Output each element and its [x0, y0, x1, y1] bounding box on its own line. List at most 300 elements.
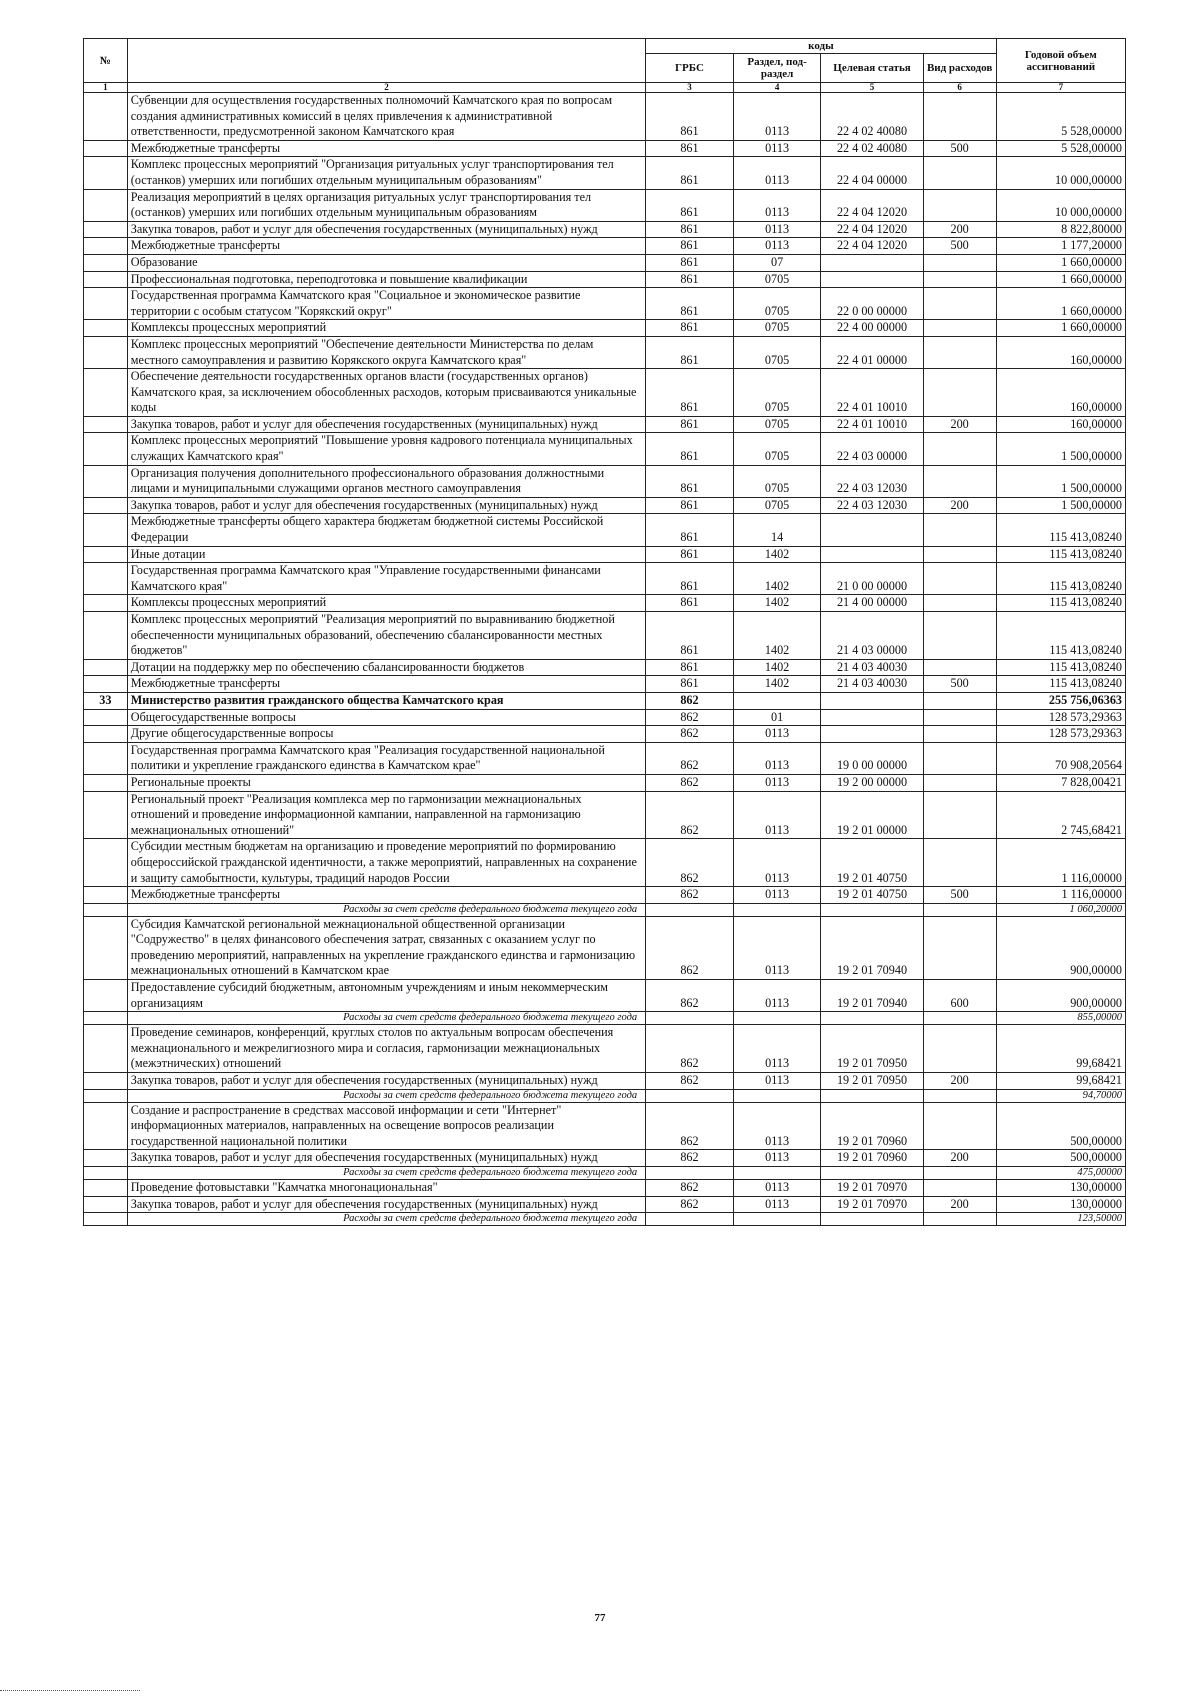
row-name: Расходы за счет средств федерального бюджета текущего года	[127, 1012, 645, 1025]
row-target	[821, 903, 923, 916]
row-section	[733, 1089, 821, 1102]
row-name: Проведение фотовыставки "Камчатка многонациональная"	[127, 1180, 645, 1197]
row-grbs: 861	[646, 433, 734, 465]
row-grbs	[646, 1089, 734, 1102]
row-number	[84, 93, 128, 141]
row-kind	[923, 336, 996, 368]
row-name: Межбюджетные трансферты	[127, 887, 645, 904]
row-section: 0705	[733, 369, 821, 417]
row-section: 1402	[733, 676, 821, 693]
row-grbs	[646, 1213, 734, 1226]
row-target: 22 4 01 10010	[821, 369, 923, 417]
table-row	[84, 980, 1126, 1012]
header-num: №	[84, 39, 128, 83]
row-grbs: 861	[646, 254, 734, 271]
row-target: 22 4 04 12020	[821, 238, 923, 255]
row-number	[84, 320, 128, 337]
row-section: 0113	[733, 774, 821, 791]
row-number	[84, 1089, 128, 1102]
row-number	[84, 1073, 128, 1090]
row-number	[84, 1150, 128, 1167]
row-kind	[923, 320, 996, 337]
row-section: 0113	[733, 140, 821, 157]
table-row	[84, 839, 1126, 887]
row-number	[84, 916, 128, 979]
row-target: 19 2 01 40750	[821, 839, 923, 887]
row-number	[84, 1213, 128, 1226]
row-kind	[923, 916, 996, 979]
table-row	[84, 221, 1126, 238]
row-target: 19 2 01 00000	[821, 791, 923, 839]
column-index-row	[84, 83, 1126, 93]
row-number: 33	[84, 692, 128, 709]
row-grbs: 862	[646, 709, 734, 726]
row-number	[84, 659, 128, 676]
table-row	[84, 433, 1126, 465]
row-sum: 1 660,00000	[996, 320, 1125, 337]
table-row	[84, 288, 1126, 320]
row-grbs: 861	[646, 369, 734, 417]
row-sum: 2 745,68421	[996, 791, 1125, 839]
row-target: 19 2 01 70950	[821, 1025, 923, 1073]
row-kind: 200	[923, 497, 996, 514]
row-sum: 475,00000	[996, 1167, 1125, 1180]
header-target: Целевая статья	[821, 54, 923, 83]
row-target: 19 2 01 70940	[821, 980, 923, 1012]
table-row	[84, 709, 1126, 726]
table-header	[84, 39, 1126, 93]
row-sum: 128 573,29363	[996, 726, 1125, 743]
row-name: Комплексы процессных мероприятий	[127, 320, 645, 337]
row-target: 19 2 01 70940	[821, 916, 923, 979]
row-section: 0113	[733, 93, 821, 141]
table-row	[84, 320, 1126, 337]
row-number	[84, 416, 128, 433]
row-sum: 128 573,29363	[996, 709, 1125, 726]
row-section: 0113	[733, 1025, 821, 1073]
row-kind	[923, 839, 996, 887]
row-name: Комплекс процессных мероприятий "Повышение уровня кадрового потенциала муниципальных служащих Камчатского края"	[127, 433, 645, 465]
row-section: 1402	[733, 659, 821, 676]
row-target: 22 4 04 12020	[821, 221, 923, 238]
table-row	[84, 791, 1126, 839]
row-target	[821, 1089, 923, 1102]
row-target: 19 2 01 70970	[821, 1180, 923, 1197]
row-grbs: 861	[646, 93, 734, 141]
row-section: 0705	[733, 416, 821, 433]
column-index: 5	[821, 83, 923, 93]
row-sum: 255 756,06363	[996, 692, 1125, 709]
row-grbs: 861	[646, 612, 734, 660]
row-kind: 500	[923, 887, 996, 904]
row-section	[733, 1167, 821, 1180]
table-row	[84, 676, 1126, 693]
row-sum: 1 660,00000	[996, 288, 1125, 320]
row-section: 1402	[733, 612, 821, 660]
federal-note-row	[84, 903, 1126, 916]
row-section: 1402	[733, 546, 821, 563]
row-section: 0113	[733, 916, 821, 979]
row-grbs: 861	[646, 416, 734, 433]
table-row	[84, 774, 1126, 791]
row-sum: 160,00000	[996, 336, 1125, 368]
row-grbs: 862	[646, 1180, 734, 1197]
row-number	[84, 980, 128, 1012]
row-grbs: 861	[646, 465, 734, 497]
row-name: Закупка товаров, работ и услуг для обеспечения государственных (муниципальных) нужд	[127, 497, 645, 514]
row-section: 0113	[733, 887, 821, 904]
table-row	[84, 336, 1126, 368]
header-codes: коды	[646, 39, 996, 54]
row-name: Межбюджетные трансферты	[127, 140, 645, 157]
row-number	[84, 1102, 128, 1150]
row-target: 21 4 00 00000	[821, 595, 923, 612]
row-name: Государственная программа Камчатского края "Реализация государственной национальной политики и укрепление гражданского единства в Камчатском крае"	[127, 742, 645, 774]
table-row	[84, 692, 1126, 709]
row-kind	[923, 546, 996, 563]
column-index: 2	[127, 83, 645, 93]
row-target: 19 2 01 70960	[821, 1102, 923, 1150]
row-kind	[923, 1213, 996, 1226]
row-name: Профессиональная подготовка, переподготовка и повышение квалификации	[127, 271, 645, 288]
row-sum: 10 000,00000	[996, 189, 1125, 221]
header-kind: Вид расходов	[923, 54, 996, 83]
row-section: 0113	[733, 221, 821, 238]
row-sum: 115 413,08240	[996, 514, 1125, 546]
row-sum: 160,00000	[996, 369, 1125, 417]
row-name: Закупка товаров, работ и услуг для обеспечения государственных (муниципальных) нужд	[127, 416, 645, 433]
row-number	[84, 1180, 128, 1197]
header-name	[127, 39, 645, 83]
row-sum: 115 413,08240	[996, 612, 1125, 660]
row-target: 21 4 03 40030	[821, 659, 923, 676]
row-target	[821, 692, 923, 709]
row-target: 22 4 02 40080	[821, 93, 923, 141]
column-index: 7	[996, 83, 1125, 93]
row-target	[821, 514, 923, 546]
row-kind	[923, 659, 996, 676]
table-row	[84, 916, 1126, 979]
table-row	[84, 563, 1126, 595]
row-grbs: 861	[646, 676, 734, 693]
row-number	[84, 1167, 128, 1180]
row-name: Предоставление субсидий бюджетным, автономным учреждениям и иным некоммерческим организациям	[127, 980, 645, 1012]
table-row	[84, 726, 1126, 743]
row-name: Комплексы процессных мероприятий	[127, 595, 645, 612]
row-sum: 160,00000	[996, 416, 1125, 433]
row-kind	[923, 612, 996, 660]
table-row	[84, 497, 1126, 514]
row-grbs: 861	[646, 140, 734, 157]
row-name: Межбюджетные трансферты общего характера бюджетам бюджетной системы Российской Федерации	[127, 514, 645, 546]
row-grbs: 862	[646, 791, 734, 839]
row-grbs: 862	[646, 692, 734, 709]
row-kind	[923, 903, 996, 916]
row-grbs: 862	[646, 916, 734, 979]
row-kind	[923, 271, 996, 288]
table-row	[84, 1150, 1126, 1167]
table-row	[84, 1102, 1126, 1150]
row-number	[84, 288, 128, 320]
row-number	[84, 140, 128, 157]
row-sum: 115 413,08240	[996, 546, 1125, 563]
header-grbs: ГРБС	[646, 54, 734, 83]
row-name: Другие общегосударственные вопросы	[127, 726, 645, 743]
row-number	[84, 271, 128, 288]
row-section	[733, 1012, 821, 1025]
row-number	[84, 709, 128, 726]
row-sum: 1 660,00000	[996, 254, 1125, 271]
row-name: Государственная программа Камчатского края "Управление государственными финансами Камчатского края"	[127, 563, 645, 595]
row-target: 19 2 01 40750	[821, 887, 923, 904]
row-target	[821, 1167, 923, 1180]
row-kind: 500	[923, 238, 996, 255]
row-number	[84, 157, 128, 189]
row-sum: 1 116,00000	[996, 887, 1125, 904]
row-target: 19 0 00 00000	[821, 742, 923, 774]
row-kind: 200	[923, 1150, 996, 1167]
row-number	[84, 726, 128, 743]
row-target: 22 0 00 00000	[821, 288, 923, 320]
budget-table	[83, 38, 1126, 1226]
row-section: 0705	[733, 433, 821, 465]
column-index: 1	[84, 83, 128, 93]
row-grbs: 862	[646, 980, 734, 1012]
row-kind	[923, 726, 996, 743]
row-section: 0705	[733, 465, 821, 497]
row-kind: 200	[923, 1196, 996, 1213]
table-row	[84, 514, 1126, 546]
row-grbs: 861	[646, 238, 734, 255]
row-grbs: 861	[646, 497, 734, 514]
row-grbs: 861	[646, 271, 734, 288]
row-number	[84, 514, 128, 546]
header-section: Раздел, под-раздел	[733, 54, 821, 83]
row-kind: 200	[923, 221, 996, 238]
row-grbs: 861	[646, 189, 734, 221]
row-kind	[923, 774, 996, 791]
row-grbs: 861	[646, 595, 734, 612]
row-number	[84, 1196, 128, 1213]
row-kind	[923, 514, 996, 546]
row-section	[733, 903, 821, 916]
row-number	[84, 1012, 128, 1025]
row-grbs: 862	[646, 742, 734, 774]
footer-rule	[0, 1690, 140, 1691]
row-section: 0705	[733, 288, 821, 320]
row-kind: 500	[923, 676, 996, 693]
row-sum: 855,00000	[996, 1012, 1125, 1025]
row-sum: 500,00000	[996, 1102, 1125, 1150]
row-number	[84, 369, 128, 417]
row-kind	[923, 1102, 996, 1150]
row-sum: 1 660,00000	[996, 271, 1125, 288]
row-section: 0113	[733, 1102, 821, 1150]
row-kind	[923, 465, 996, 497]
row-name: Расходы за счет средств федерального бюджета текущего года	[127, 903, 645, 916]
row-sum: 1 500,00000	[996, 433, 1125, 465]
row-target: 22 4 04 12020	[821, 189, 923, 221]
row-target: 19 2 01 70960	[821, 1150, 923, 1167]
row-name: Закупка товаров, работ и услуг для обеспечения государственных (муниципальных) нужд	[127, 221, 645, 238]
table-row	[84, 742, 1126, 774]
row-section: 14	[733, 514, 821, 546]
row-number	[84, 774, 128, 791]
row-sum: 1 060,20000	[996, 903, 1125, 916]
row-section: 1402	[733, 595, 821, 612]
row-name: Проведение семинаров, конференций, круглых столов по актуальным вопросам обеспечения межнационального и межрелигиозного мира и согласия, гармонизации межнациональных (межэтнических) отношений	[127, 1025, 645, 1073]
row-section: 0113	[733, 1196, 821, 1213]
table-row	[84, 157, 1126, 189]
row-grbs	[646, 903, 734, 916]
row-section: 0113	[733, 1150, 821, 1167]
row-kind	[923, 189, 996, 221]
row-target	[821, 546, 923, 563]
row-section: 0113	[733, 726, 821, 743]
table-row	[84, 238, 1126, 255]
row-target	[821, 1213, 923, 1226]
row-name: Расходы за счет средств федерального бюджета текущего года	[127, 1213, 645, 1226]
row-target	[821, 726, 923, 743]
row-sum: 115 413,08240	[996, 659, 1125, 676]
row-sum: 500,00000	[996, 1150, 1125, 1167]
row-section	[733, 692, 821, 709]
row-target: 22 4 03 12030	[821, 465, 923, 497]
row-sum: 130,00000	[996, 1196, 1125, 1213]
row-number	[84, 563, 128, 595]
row-section: 0705	[733, 336, 821, 368]
row-target: 22 4 04 00000	[821, 157, 923, 189]
row-sum: 115 413,08240	[996, 595, 1125, 612]
row-target: 21 4 03 40030	[821, 676, 923, 693]
row-sum: 99,68421	[996, 1025, 1125, 1073]
row-number	[84, 742, 128, 774]
row-name: Образование	[127, 254, 645, 271]
column-index: 6	[923, 83, 996, 93]
page-number: 77	[594, 1612, 606, 1624]
row-name: Комплекс процессных мероприятий "Организация ритуальных услуг транспортирования тел (останков) умерших или погибших отдельным муниципальным образованиям"	[127, 157, 645, 189]
table-row	[84, 1180, 1126, 1197]
row-grbs: 861	[646, 336, 734, 368]
row-grbs: 861	[646, 546, 734, 563]
row-target	[821, 254, 923, 271]
federal-note-row	[84, 1167, 1126, 1180]
row-number	[84, 791, 128, 839]
row-sum: 99,68421	[996, 1073, 1125, 1090]
row-section: 0113	[733, 238, 821, 255]
row-section: 0113	[733, 1180, 821, 1197]
row-kind	[923, 93, 996, 141]
row-name: Субсидии местным бюджетам на организацию и проведение мероприятий по формированию общероссийской гражданской идентичности, а также мероприятий, направленных на сохранение и защиту самобытности, культуры, традиций народов России	[127, 839, 645, 887]
row-number	[84, 433, 128, 465]
row-number	[84, 676, 128, 693]
row-grbs: 862	[646, 726, 734, 743]
row-number	[84, 903, 128, 916]
row-section: 0113	[733, 742, 821, 774]
row-name: Общегосударственные вопросы	[127, 709, 645, 726]
row-target	[821, 1012, 923, 1025]
row-name: Региональный проект "Реализация комплекса мер по гармонизации межнациональных отношений и проведение информационной кампании, направленной на гармонизацию межнациональных отношений"	[127, 791, 645, 839]
row-grbs: 862	[646, 839, 734, 887]
row-kind: 200	[923, 1073, 996, 1090]
table-row	[84, 595, 1126, 612]
row-target: 19 2 00 00000	[821, 774, 923, 791]
row-grbs	[646, 1012, 734, 1025]
row-section: 01	[733, 709, 821, 726]
row-kind	[923, 742, 996, 774]
row-number	[84, 1025, 128, 1073]
federal-note-row	[84, 1213, 1126, 1226]
row-target: 22 4 00 00000	[821, 320, 923, 337]
row-sum: 94,70000	[996, 1089, 1125, 1102]
row-kind	[923, 1180, 996, 1197]
row-kind	[923, 369, 996, 417]
row-name: Расходы за счет средств федерального бюджета текущего года	[127, 1167, 645, 1180]
row-target: 22 4 01 10010	[821, 416, 923, 433]
row-name: Закупка товаров, работ и услуг для обеспечения государственных (муниципальных) нужд	[127, 1073, 645, 1090]
row-target: 21 4 03 00000	[821, 612, 923, 660]
header-annual: Годовой объем ассигнований	[996, 39, 1125, 83]
row-sum: 1 500,00000	[996, 465, 1125, 497]
table-row	[84, 546, 1126, 563]
row-sum: 900,00000	[996, 916, 1125, 979]
row-target: 19 2 01 70950	[821, 1073, 923, 1090]
row-sum: 115 413,08240	[996, 563, 1125, 595]
table-row	[84, 271, 1126, 288]
table-row	[84, 1025, 1126, 1073]
row-kind	[923, 692, 996, 709]
row-sum: 10 000,00000	[996, 157, 1125, 189]
row-name: Комплекс процессных мероприятий "Обеспечение деятельности Министерства по делам местного самоуправления и развитию Корякского округа Камчатского края"	[127, 336, 645, 368]
table-row	[84, 659, 1126, 676]
row-section: 0705	[733, 497, 821, 514]
row-target: 22 4 01 00000	[821, 336, 923, 368]
row-grbs: 861	[646, 320, 734, 337]
row-kind	[923, 595, 996, 612]
row-kind	[923, 709, 996, 726]
row-name: Министерство развития гражданского общества Камчатского края	[127, 692, 645, 709]
table-body	[84, 93, 1126, 1226]
row-name: Комплекс процессных мероприятий "Реализация мероприятий по выравниванию бюджетной обеспеченности муниципальных образований, обеспечению сбалансированности местных бюджетов"	[127, 612, 645, 660]
table-row	[84, 465, 1126, 497]
table-row	[84, 93, 1126, 141]
row-sum: 5 528,00000	[996, 140, 1125, 157]
row-sum: 1 116,00000	[996, 839, 1125, 887]
row-kind	[923, 1025, 996, 1073]
row-grbs: 861	[646, 288, 734, 320]
row-kind	[923, 1012, 996, 1025]
table-row	[84, 254, 1126, 271]
row-kind	[923, 1167, 996, 1180]
row-number	[84, 189, 128, 221]
row-grbs: 861	[646, 221, 734, 238]
row-name: Расходы за счет средств федерального бюджета текущего года	[127, 1089, 645, 1102]
column-index: 3	[646, 83, 734, 93]
table-row	[84, 1196, 1126, 1213]
row-sum: 900,00000	[996, 980, 1125, 1012]
row-number	[84, 221, 128, 238]
row-grbs: 862	[646, 774, 734, 791]
row-grbs: 861	[646, 659, 734, 676]
row-number	[84, 546, 128, 563]
row-number	[84, 238, 128, 255]
row-sum: 8 822,80000	[996, 221, 1125, 238]
row-name: Иные дотации	[127, 546, 645, 563]
row-kind	[923, 1089, 996, 1102]
row-number	[84, 887, 128, 904]
row-target	[821, 271, 923, 288]
row-grbs: 862	[646, 887, 734, 904]
